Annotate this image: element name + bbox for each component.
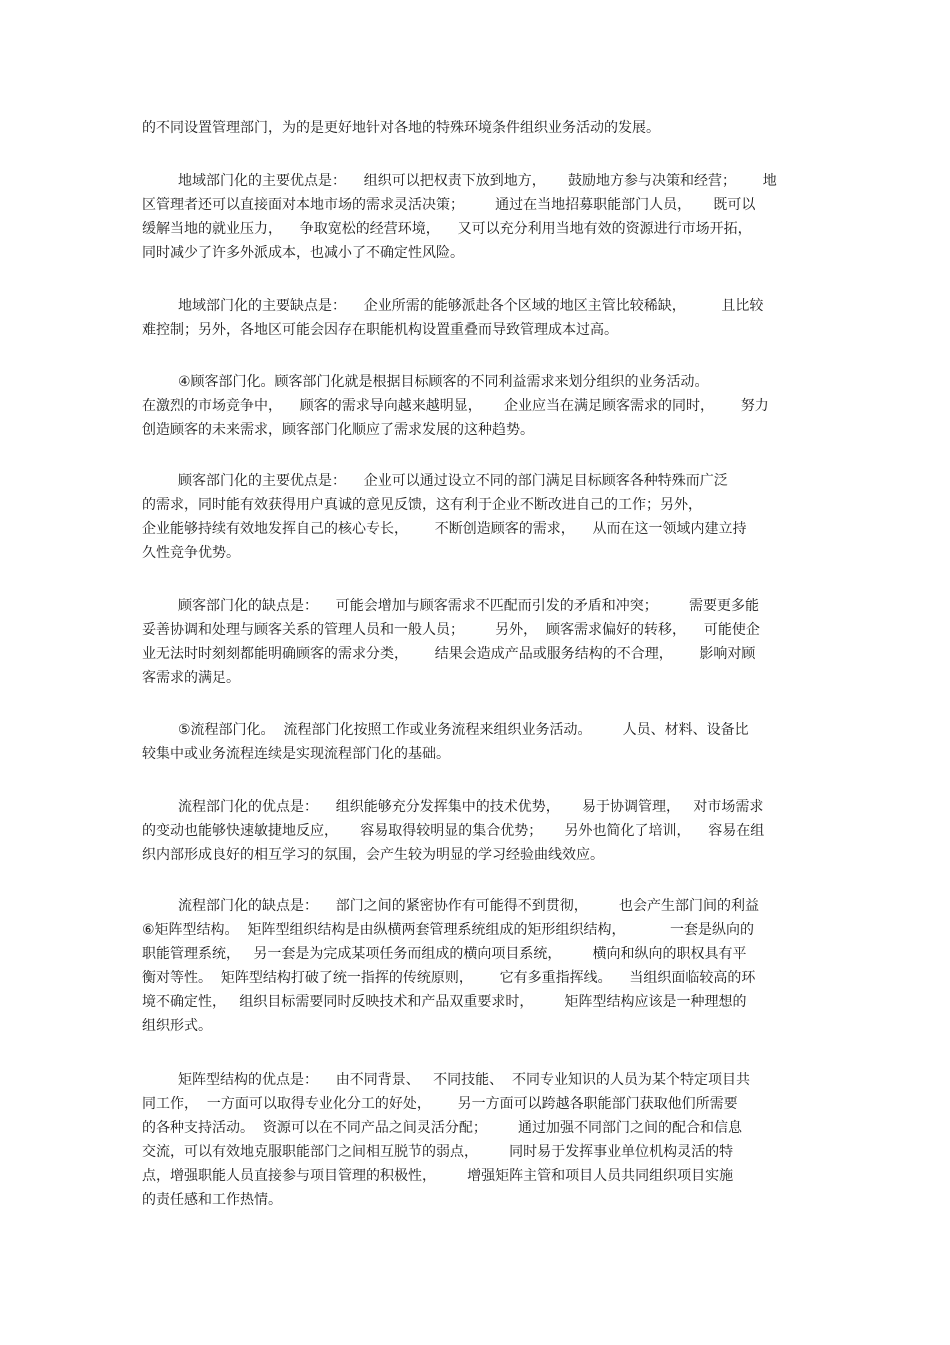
text-line: 妥善协调和处理与顾客关系的管理人员和一般人员； 另外， 顾客需求偏好的转移， 可能使企 [142,622,760,638]
text-line: 企业能够持续有效地发挥自己的核心专长， 不断创造顾客的需求， 从而在这一领域内建立持 [142,521,747,537]
text-line: 难控制；另外，各地区可能会因存在职能机构设置重叠而导致管理成本过高。 [142,322,618,338]
text-line: 同时减少了许多外派成本，也减小了不确定性风险。 [142,245,464,261]
text-line: 流程部门化的缺点是： 部门之间的紧密协作有可能得不到贯彻， 也会产生部门间的利益 [178,898,759,914]
text-line: ④顾客部门化。顾客部门化就是根据目标顾客的不同利益需求来划分组织的业务活动。 [178,374,709,390]
text-line: 衡对等性。 矩阵型结构打破了统一指挥的传统原则， 它有多重指挥线。 当组织面临较高的环 [142,970,756,986]
text-line: 地域部门化的主要优点是： 组织可以把权责下放到地方， 鼓励地方参与决策和经营； 地 [178,173,777,189]
text-line: 的责任感和工作热情。 [142,1192,282,1208]
text-line: 矩阵型结构的优点是： 由不同背景、 不同技能、 不同专业知识的人员为某个特定项目共 [178,1072,751,1088]
text-line: 的变动也能够快速敏捷地反应， 容易取得较明显的集合优势； 另外也简化了培训， 容易在组 [142,823,765,839]
text-line: 创造顾客的未来需求，顾客部门化顺应了需求发展的这种趋势。 [142,422,534,438]
text-line: 流程部门化的优点是： 组织能够充分发挥集中的技术优势， 易于协调管理， 对市场需求 [178,799,764,815]
text-line: 的需求，同时能有效获得用户真诚的意见反馈，这有利于企业不断改进自己的工作；另外， [142,497,702,513]
text-line: 同工作， 一方面可以取得专业化分工的好处， 另一方面可以跨越各职能部门获取他们所需要 [142,1096,738,1112]
text-line: 地域部门化的主要缺点是： 企业所需的能够派赴各个区域的地区主管比较稀缺， 且比较 [178,298,764,314]
text-line: 的各种支持活动。 资源可以在不同产品之间灵活分配； 通过加强不同部门之间的配合和信息 [142,1120,743,1136]
text-line: 缓解当地的就业压力， 争取宽松的经营环境， 又可以充分利用当地有效的资源进行市场开拓， [142,221,752,237]
text-line: 境不确定性， 组织目标需要同时反映技术和产品双重要求时， 矩阵型结构应该是一种理想的 [142,994,747,1010]
text-line: 组织形式。 [142,1018,212,1034]
text-line: 客需求的满足。 [142,670,240,686]
text-line: 的不同设置管理部门，为的是更好地针对各地的特殊环境条件组织业务活动的发展。 [142,120,660,136]
text-line: ⑥矩阵型结构。 矩阵型组织结构是由纵横两套管理系统组成的矩形组织结构， 一套是纵向的 [142,922,754,938]
text-line: 较集中或业务流程连续是实现流程部门化的基础。 [142,746,450,762]
text-line: ⑤流程部门化。 流程部门化按照工作或业务流程来组织业务活动。 人员、材料、设备比 [178,722,749,738]
text-line: 织内部形成良好的相互学习的氛围，会产生较为明显的学习经验曲线效应。 [142,847,604,863]
text-line: 交流，可以有效地克服职能部门之间相互脱节的弱点， 同时易于发挥事业单位机构灵活的特 [142,1144,734,1160]
text-line: 久性竞争优势。 [142,545,240,561]
text-line: 在激烈的市场竞争中， 顾客的需求导向越来越明显， 企业应当在满足顾客需求的同时， 努力 [142,398,769,414]
text-line: 点，增强职能人员直接参与项目管理的积极性， 增强矩阵主管和项目人员共同组织项目实施 [142,1168,734,1184]
text-line: 顾客部门化的缺点是： 可能会增加与顾客需求不匹配而引发的矛盾和冲突； 需要更多能 [178,598,759,614]
text-line: 业无法时时刻刻都能明确顾客的需求分类， 结果会造成产品或服务结构的不合理， 影响对顾 [142,646,756,662]
text-line: 顾客部门化的主要优点是： 企业可以通过设立不同的部门满足目标顾客各种特殊而广泛 [178,473,728,489]
text-line: 职能管理系统， 另一套是为完成某项任务而组成的横向项目系统， 横向和纵向的职权具有平 [142,946,747,962]
text-line: 区管理者还可以直接面对本地市场的需求灵活决策； 通过在当地招募职能部门人员， 既可以 [142,197,756,213]
